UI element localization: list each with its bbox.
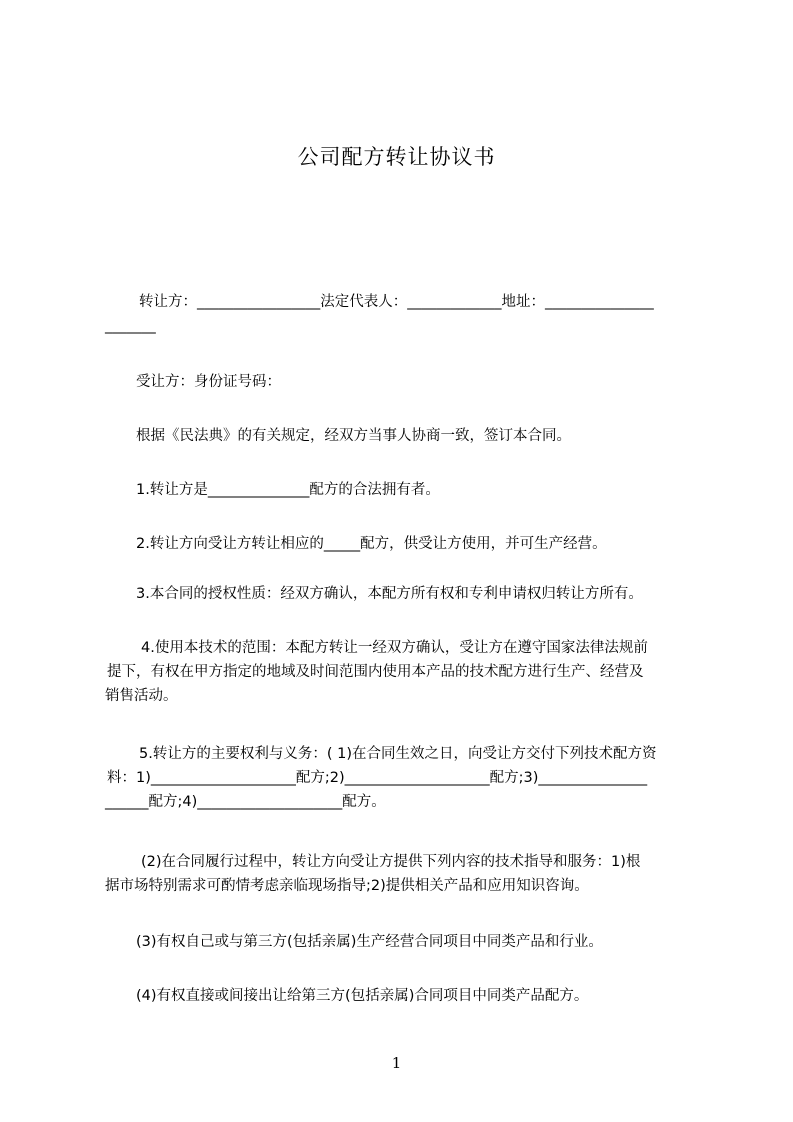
paragraph-line: 销售活动。: [105, 688, 178, 704]
paragraph-line: 4.使用本技术的范围：本配方转让一经双方确认，受让方在遵守国家法律法规前: [141, 640, 648, 656]
paragraph-clause-5-item-4: [105, 984, 705, 1008]
paragraph-clause-1: [105, 478, 705, 502]
paragraph-line: 转让方：_________________法定代表人：_____________地址：_______________: [139, 294, 654, 310]
paragraph-line: 根据《民法典》的有关规定，经双方当事人协商一致，签订本合同。: [136, 428, 571, 444]
paragraph-clause-5: [105, 742, 705, 814]
paragraph-line: (3)有权自己或与第三方(包括亲属)生产经营合同项目中同类产品和行业。: [136, 934, 603, 950]
paragraph-line: (4)有权直接或间接出让给第三方(包括亲属)合同项目中同类产品配方。: [136, 988, 589, 1004]
paragraph-clause-2: [105, 532, 705, 556]
paragraph-clause-5-item-2: [105, 850, 705, 898]
paragraph-parties-transferee: [105, 370, 705, 394]
paragraph-line: 提下，有权在甲方指定的地域及时间范围内使用本产品的技术配方进行生产、经营及: [107, 664, 644, 680]
paragraph-clause-5-item-3: [105, 930, 705, 954]
paragraph-line: 5.转让方的主要权利与义务：( 1)在合同生效之日，向受让方交付下列技术配方资: [139, 746, 657, 762]
paragraph-line: _______: [105, 318, 156, 334]
document-title: 公司配方转让协议书: [297, 145, 496, 169]
page-number: 1: [391, 1054, 402, 1072]
paragraph-preamble: [105, 424, 705, 448]
paragraph-line: ______配方;4)____________________配方。: [105, 794, 386, 810]
paragraph-line: 料：1)____________________配方;2)____________________配方;3)_______________: [107, 770, 648, 786]
paragraph-parties-transferor: [105, 290, 705, 338]
paragraph-line: 2.转让方向受让方转让相应的_____配方，供受让方使用，并可生产经营。: [136, 536, 607, 552]
paragraph-clause-4: [105, 636, 705, 708]
paragraph-line: 3.本合同的授权性质：经双方确认，本配方所有权和专利申请权归转让方所有。: [136, 586, 643, 602]
paragraph-line: (2)在合同履行过程中，转让方向受让方提供下列内容的技术指导和服务：1)根: [141, 854, 641, 870]
paragraph-line: 据市场特别需求可酌情考虑亲临现场指导;2)提供相关产品和应用知识咨询。: [105, 878, 589, 894]
paragraph-line: 受让方：身份证号码：: [136, 374, 281, 390]
paragraph-line: 1.转让方是______________配方的合法拥有者。: [136, 482, 440, 498]
paragraph-clause-3: [105, 582, 705, 606]
